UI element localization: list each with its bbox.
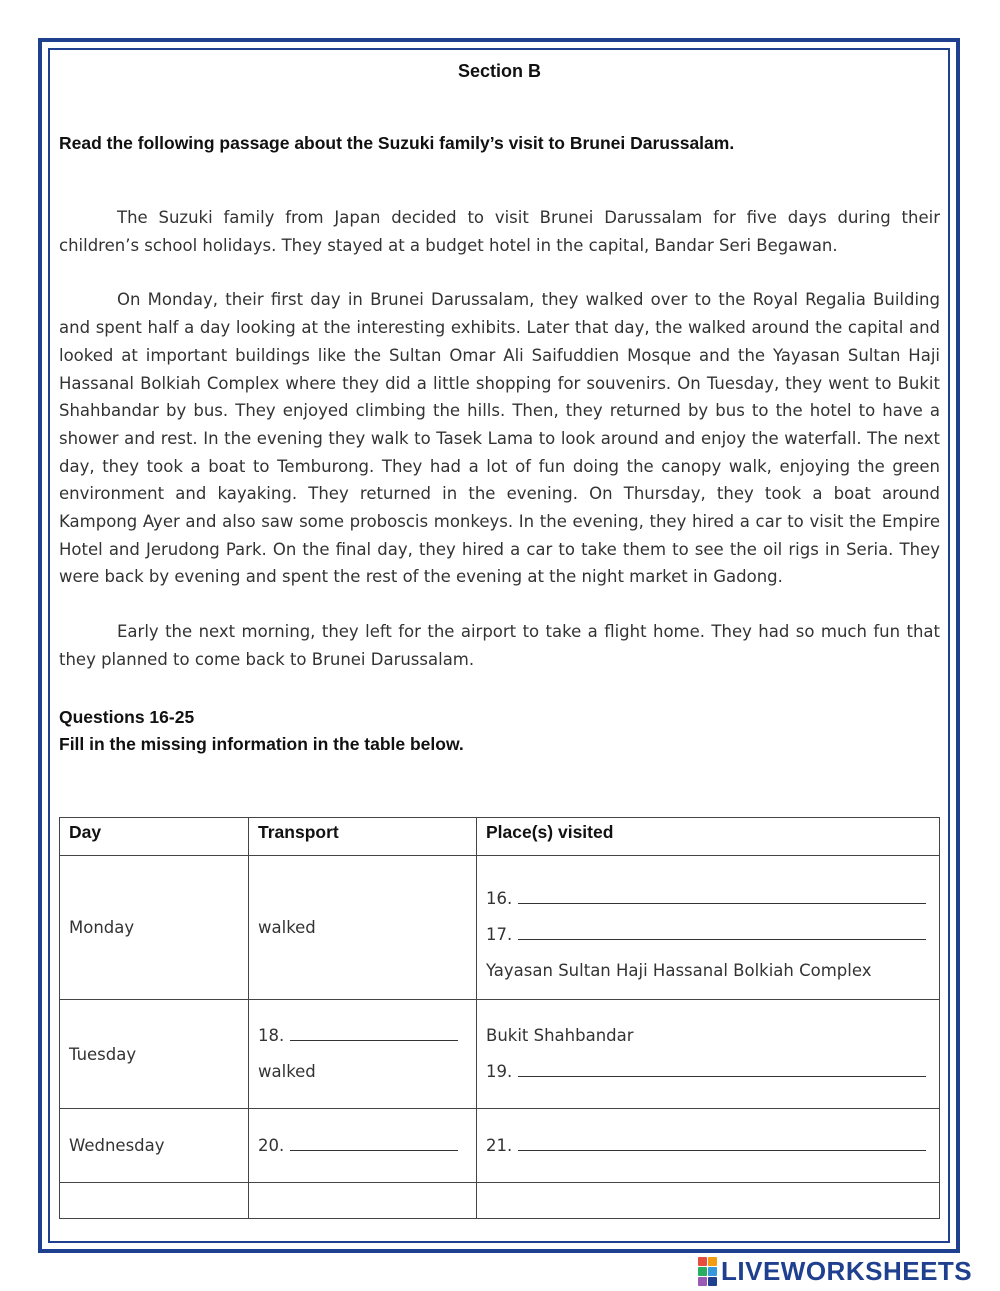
header-transport: Transport	[249, 818, 477, 856]
cell-places-monday	[477, 856, 940, 1000]
question-19	[486, 1054, 930, 1090]
cell-day-monday: Monday	[60, 856, 249, 1000]
table-header-row	[60, 818, 940, 856]
liveworksheets-logo-icon	[698, 1257, 717, 1286]
table-row-partial	[60, 1183, 940, 1219]
cell-transport-partial	[249, 1183, 477, 1219]
cell-day-tuesday: Tuesday	[60, 1000, 249, 1109]
table-row-wednesday	[60, 1109, 940, 1183]
question-17	[486, 917, 930, 953]
table-row-tuesday	[60, 1000, 940, 1109]
cell-transport-monday: walked	[249, 856, 477, 1000]
liveworksheets-logo	[698, 1256, 972, 1286]
answer-18-blank[interactable]	[290, 1027, 458, 1041]
answer-16-blank[interactable]	[518, 890, 926, 904]
cell-day-wednesday: Wednesday	[60, 1109, 249, 1183]
cell-places-partial	[477, 1183, 940, 1219]
question-19-label: 19.	[486, 1062, 513, 1081]
question-16-label: 16.	[486, 888, 513, 908]
question-20	[258, 1128, 467, 1164]
transport-tuesday-walked: walked	[258, 1062, 316, 1081]
answer-20-blank[interactable]	[290, 1137, 458, 1151]
question-20-label: 20.	[258, 1135, 285, 1155]
answer-17-blank[interactable]	[518, 926, 926, 940]
section-title: Section B	[457, 61, 541, 81]
questions-heading: Questions 16-25	[59, 706, 195, 727]
passage-paragraph-1: The Suzuki family from Japan decided to visit Brunei Darussalam for five days during their children’s school holidays. They stayed at a budget hotel in the capital, Bandar Seri Begawan.	[59, 208, 940, 255]
question-21	[486, 1128, 930, 1164]
place-tuesday-bukit: Bukit Shahbandar	[486, 1026, 634, 1045]
answer-table	[59, 817, 940, 1219]
question-21-label: 21.	[486, 1135, 513, 1155]
question-16	[486, 881, 930, 917]
cell-transport-tuesday	[249, 1000, 477, 1109]
cell-day-partial	[60, 1183, 249, 1219]
reading-instruction: Read the following passage about the Suzuki family’s visit to Brunei Darussalam.	[59, 133, 735, 153]
question-18-label: 18.	[258, 1026, 285, 1045]
answer-19-blank[interactable]	[518, 1063, 926, 1077]
cell-transport-wednesday	[249, 1109, 477, 1183]
cell-places-tuesday	[477, 1000, 940, 1109]
header-places: Place(s) visited	[477, 818, 940, 856]
worksheet-content	[59, 60, 940, 758]
passage-paragraph-3: Early the next morning, they left for the airport to take a flight home. They had so much fun that they planned to come back to Brunei Darussalam.	[59, 622, 940, 669]
passage-paragraph-2: On Monday, their first day in Brunei Darussalam, they walked over to the Royal Regalia Building and spent half a day looking at the interesting exhibits. Later that day, the walked around the capital and looked at important buildings like the Sultan Omar Ali Saifuddien Mosque and the Yayasan Sultan Haji Hassanal Bolkiah Complex where they did a little shopping for souvenirs. On Tuesday, they went to Bukit Shahbandar by bus. They enjoyed climbing the hills. Then, they returned by bus to the hotel to have a shower and rest. In the evening they walk to Tasek Lama to look around and enjoy the waterfall. The next day, they took a boat to Temburong. They had a lot of fun doing the canopy walk, enjoying the green environment and kayaking. They returned in the evening. On Thursday, they took a boat around Kampong Ayer and also saw some proboscis monkeys. In the evening, they hired a car to visit the Empire Hotel and Jerudong Park. On the final day, they hired a car to take them to see the oil rigs in Seria. They were back by evening and spent the rest of the evening at the night market in Gadong.	[59, 290, 940, 587]
table-row-monday	[60, 856, 940, 1000]
place-monday-complex: Yayasan Sultan Haji Hassanal Bolkiah Complex	[486, 960, 872, 980]
questions-instruction: Fill in the missing information in the table below.	[59, 733, 464, 754]
question-18	[258, 1018, 467, 1054]
liveworksheets-brand: LIVEWORKSHEETS	[721, 1255, 973, 1286]
cell-places-wednesday	[477, 1109, 940, 1183]
question-17-label: 17.	[486, 924, 513, 944]
answer-21-blank[interactable]	[518, 1137, 926, 1151]
header-day: Day	[60, 818, 249, 856]
